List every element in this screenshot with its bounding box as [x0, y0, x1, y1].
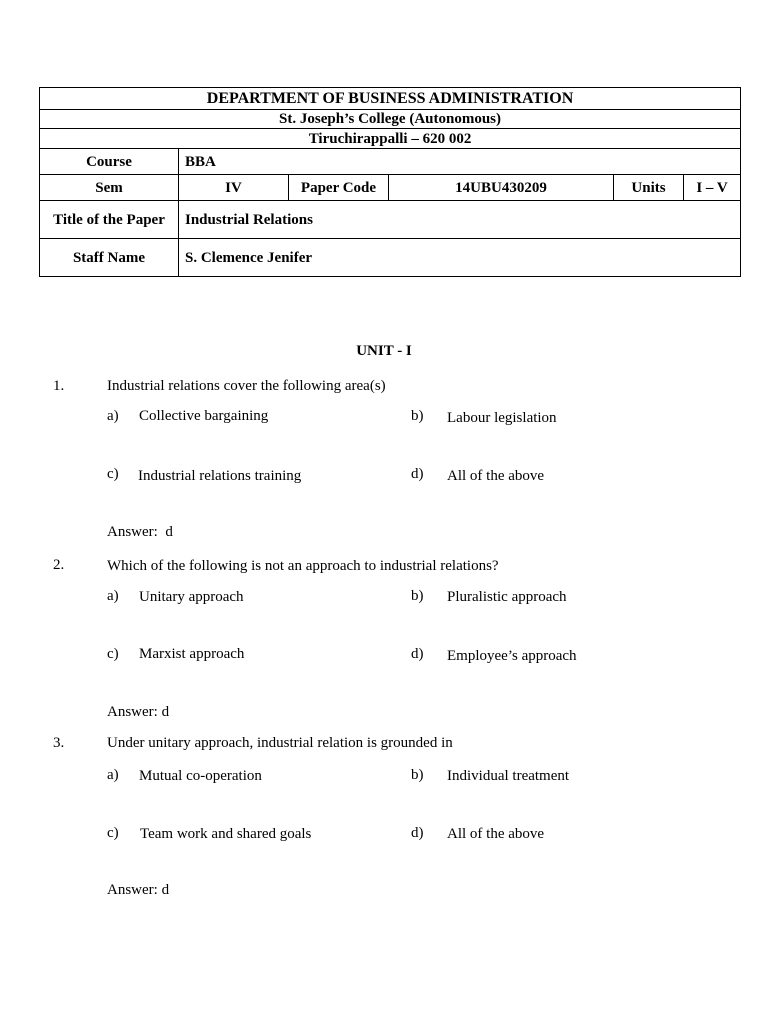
option-letter: a): [107, 767, 119, 783]
option-text: Individual treatment: [447, 768, 570, 784]
option-letter: b): [411, 588, 424, 604]
paper-code-label: Paper Code: [289, 175, 389, 201]
sem-label: Sem: [40, 175, 179, 201]
option-letter: b): [411, 767, 424, 783]
option-text: All of the above: [447, 826, 545, 842]
option-letter: a): [107, 408, 119, 424]
college-city: Tiruchirappalli – 620 002: [40, 129, 741, 149]
sem-value: IV: [179, 175, 289, 201]
option-text: Employee’s approach: [447, 648, 577, 664]
option-letter: d): [411, 466, 424, 482]
option-text: Unitary approach: [139, 589, 244, 605]
option-text: Pluralistic approach: [447, 589, 567, 605]
answer-text: Answer: d: [107, 704, 170, 720]
question-number: 1.: [53, 378, 65, 394]
units-value: I – V: [684, 175, 741, 201]
option-letter: d): [411, 825, 424, 841]
option-text: Team work and shared goals: [140, 826, 312, 842]
course-label: Course: [40, 149, 179, 175]
question-number: 3.: [53, 735, 65, 751]
department-name: DEPARTMENT OF BUSINESS ADMINISTRATION: [40, 88, 741, 110]
units-label: Units: [614, 175, 684, 201]
question-text: Under unitary approach, industrial relation is grounded in: [107, 735, 453, 751]
title-value: Industrial Relations: [179, 201, 741, 239]
header-table: [39, 87, 741, 277]
staff-value: S. Clemence Jenifer: [179, 239, 741, 277]
option-text: Industrial relations training: [138, 468, 302, 484]
paper-code-value: 14UBU430209: [389, 175, 614, 201]
answer-text: Answer: d: [107, 524, 173, 540]
option-text: Labour legislation: [447, 410, 557, 426]
question-text: Industrial relations cover the following area(s): [107, 378, 386, 394]
option-letter: a): [107, 588, 119, 604]
option-letter: c): [107, 646, 119, 662]
option-text: All of the above: [447, 468, 545, 484]
option-text: Marxist approach: [139, 646, 245, 662]
question-text: Which of the following is not an approach to industrial relations?: [107, 558, 499, 574]
college-name: St. Joseph’s College (Autonomous): [40, 110, 741, 129]
unit-heading: UNIT - I: [356, 343, 412, 359]
course-value: BBA: [179, 149, 741, 175]
staff-label: Staff Name: [40, 239, 179, 277]
answer-text: Answer: d: [107, 882, 170, 898]
question-number: 2.: [53, 557, 65, 573]
title-label: Title of the Paper: [40, 201, 179, 239]
option-letter: b): [411, 408, 424, 424]
option-text: Mutual co-operation: [139, 768, 262, 784]
option-letter: c): [107, 825, 119, 841]
option-text: Collective bargaining: [139, 408, 269, 424]
option-letter: d): [411, 646, 424, 662]
option-letter: c): [107, 466, 119, 482]
